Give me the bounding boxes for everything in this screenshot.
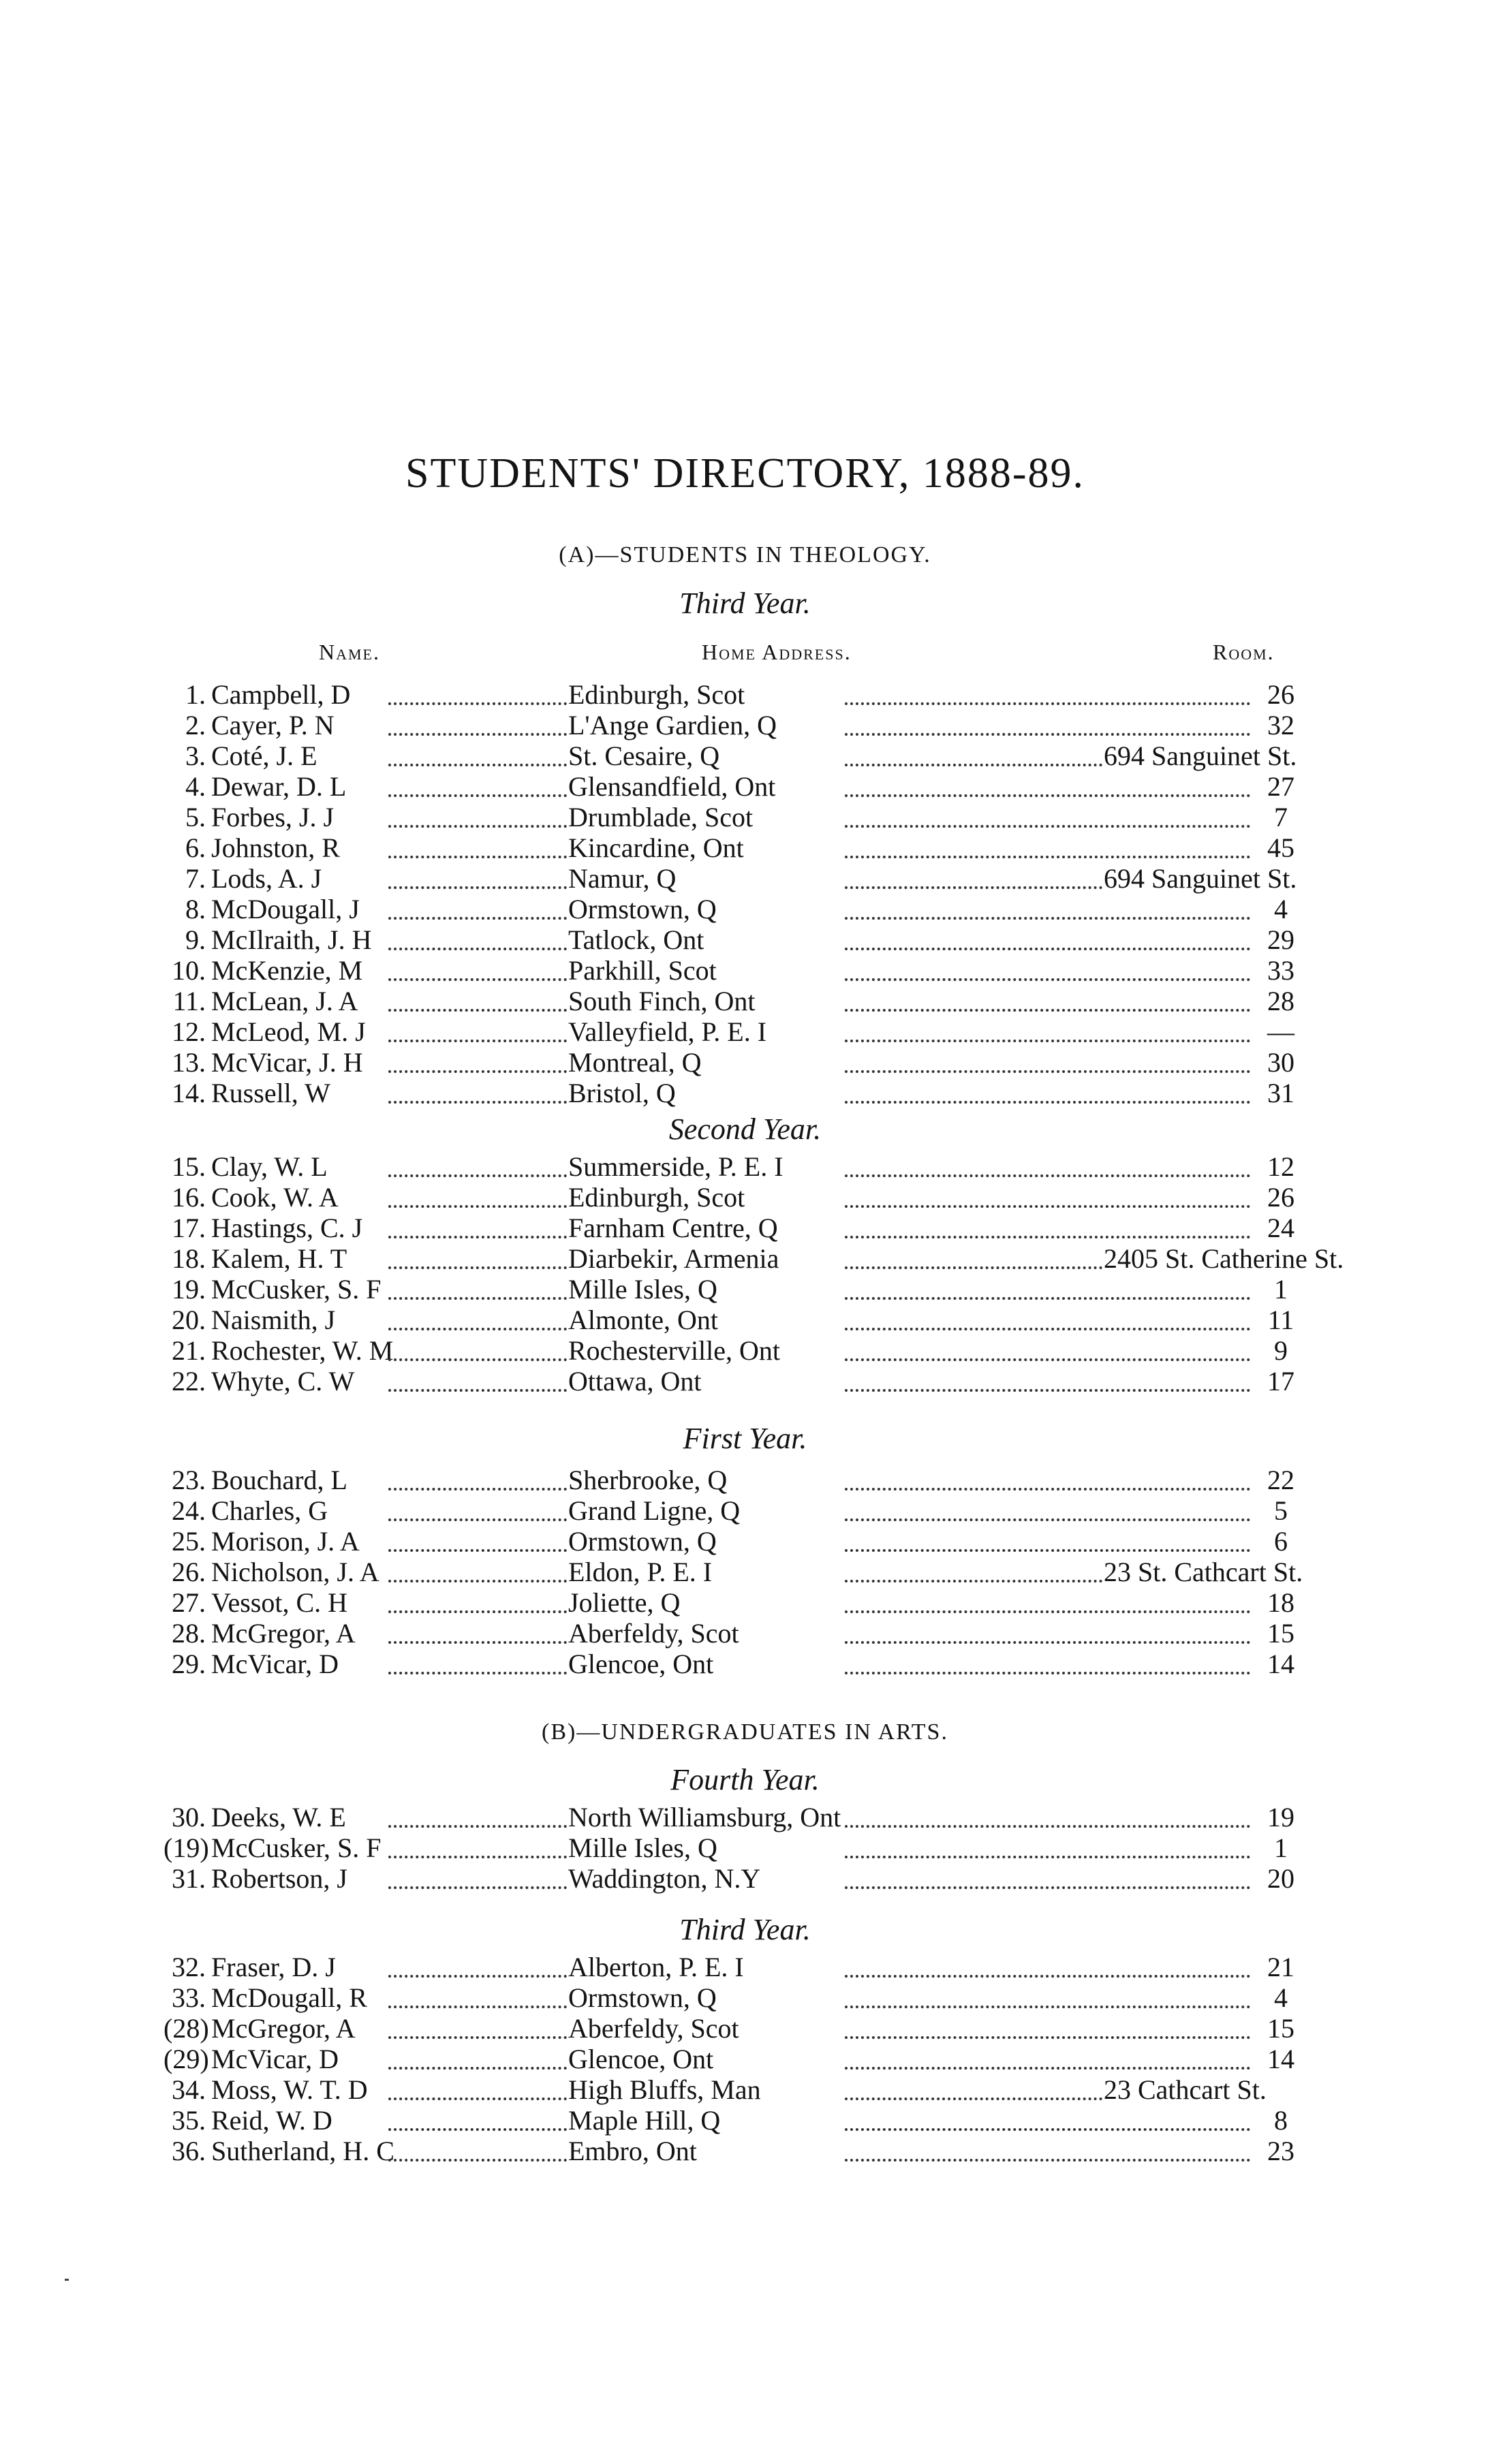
entry-number: 11. <box>172 986 206 1016</box>
room-number: 45 <box>1267 832 1294 863</box>
student-name: Rochester, W. M <box>211 1335 394 1366</box>
home-address: Rochesterville, Ont <box>568 1335 781 1366</box>
entry-number: 22. <box>172 1366 206 1397</box>
dot-leader <box>845 1174 1250 1177</box>
directory-row <box>164 1274 1308 1305</box>
home-address: Farnham Centre, Q <box>568 1213 778 1243</box>
dot-leader <box>388 1610 567 1613</box>
directory-row <box>164 863 1308 894</box>
dot-leader <box>845 1641 1250 1644</box>
student-name: McKenzie, M <box>211 955 363 986</box>
dot-leader <box>845 1518 1250 1521</box>
column-header-address: Home Address. <box>702 640 852 664</box>
home-address: Drumblade, Scot <box>568 802 754 832</box>
home-address: Montreal, Q <box>568 1047 702 1078</box>
dot-leader <box>388 733 567 736</box>
student-name: Bouchard, L <box>211 1465 347 1495</box>
dot-leader <box>388 917 567 920</box>
student-name: Clay, W. L <box>211 1151 328 1182</box>
entry-number: 23. <box>172 1465 206 1495</box>
directory-row <box>164 2074 1308 2106</box>
directory-row <box>164 1151 1308 1183</box>
directory-row <box>164 1213 1308 1244</box>
room-number: 4 <box>1274 894 1288 924</box>
dot-leader <box>388 702 567 705</box>
student-name: Charles, G <box>211 1495 328 1526</box>
dot-leader <box>845 1205 1250 1208</box>
dot-leader <box>845 2006 1250 2008</box>
home-address: South Finch, Ont <box>568 986 756 1016</box>
home-address: Embro, Ont <box>568 2136 697 2166</box>
dot-leader <box>388 2128 567 2131</box>
dot-leader <box>845 2128 1250 2131</box>
room-number: 14 <box>1267 2044 1294 2074</box>
room-number: 15 <box>1267 2013 1294 2044</box>
home-address: Glensandfield, Ont <box>568 771 776 802</box>
home-address: High Bluffs, Man <box>568 2074 761 2105</box>
room-number: 24 <box>1267 1213 1294 1243</box>
room-number: 26 <box>1267 679 1294 710</box>
directory-row <box>164 924 1308 956</box>
dot-leader <box>845 1856 1250 1858</box>
student-name: Whyte, C. W <box>211 1366 355 1397</box>
room-number: 1 <box>1274 1833 1288 1863</box>
dot-leader <box>388 1580 567 1582</box>
student-name: Robertson, J <box>211 1863 347 1894</box>
dot-leader <box>845 733 1250 736</box>
entry-number: 36. <box>172 2136 206 2166</box>
dot-leader <box>845 2067 1250 2070</box>
dot-leader <box>845 1610 1250 1613</box>
year-heading-theology-first: First Year. <box>683 1422 807 1455</box>
directory-row <box>164 1305 1308 1336</box>
room-number: 6 <box>1274 1526 1288 1557</box>
room-number: 8 <box>1274 2105 1288 2136</box>
room-number: 26 <box>1267 1182 1294 1213</box>
dot-leader <box>388 856 567 858</box>
home-address: Tatlock, Ont <box>568 924 704 955</box>
home-address: Eldon, P. E. I <box>568 1557 713 1587</box>
dot-leader <box>388 825 567 828</box>
room-number: 19 <box>1267 1802 1294 1833</box>
student-name: McGregor, A <box>211 1618 356 1649</box>
home-address: Waddington, N.Y <box>568 1863 761 1894</box>
directory-row <box>164 832 1308 864</box>
dot-leader <box>388 1641 567 1644</box>
entry-number: 32. <box>172 1952 206 1982</box>
city-address: 23 Cathcart St. <box>1104 2074 1267 2105</box>
student-name: McGregor, A <box>211 2013 356 2044</box>
directory-row <box>164 1182 1308 1213</box>
dot-leader <box>388 1518 567 1521</box>
dot-leader <box>388 1389 567 1392</box>
home-address: Ormstown, Q <box>568 894 717 924</box>
dot-leader <box>388 1975 567 1978</box>
student-name: McIlraith, J. H <box>211 924 372 955</box>
dot-leader <box>388 1328 567 1330</box>
entry-number: 28. <box>172 1618 206 1649</box>
dot-leader <box>845 948 1250 950</box>
room-number: 1 <box>1274 1274 1288 1305</box>
home-address: Aberfeldy, Scot <box>568 1618 739 1649</box>
room-number: 31 <box>1267 1078 1294 1108</box>
entry-number: 21. <box>172 1335 206 1366</box>
room-number: 21 <box>1267 1952 1294 1982</box>
room-number: 22 <box>1267 1465 1294 1495</box>
room-number: 33 <box>1267 955 1294 986</box>
room-number: 9 <box>1274 1335 1288 1366</box>
room-number: 4 <box>1274 1982 1288 2013</box>
directory-row <box>164 1495 1308 1527</box>
entry-number: 19. <box>172 1274 206 1305</box>
directory-row <box>164 1952 1308 1983</box>
dot-leader <box>388 1856 567 1858</box>
student-name: Campbell, D <box>211 679 351 710</box>
room-number: 14 <box>1267 1649 1294 1679</box>
room-number: 28 <box>1267 986 1294 1016</box>
entry-number: 6. <box>185 832 206 863</box>
dot-leader <box>388 1070 567 1073</box>
directory-row <box>164 2013 1308 2044</box>
room-number: 7 <box>1274 802 1288 832</box>
home-address: Glencoe, Ont <box>568 2044 714 2074</box>
entry-number: (28) <box>164 2013 209 2044</box>
student-name: McLean, J. A <box>211 986 358 1016</box>
directory-row <box>164 986 1308 1017</box>
home-address: Mille Isles, Q <box>568 1833 717 1863</box>
directory-row <box>164 1557 1308 1588</box>
dot-leader <box>845 1825 1250 1828</box>
entry-number: 5. <box>185 802 206 832</box>
home-address: Ormstown, Q <box>568 1526 717 1557</box>
entry-number: 26. <box>172 1557 206 1587</box>
entry-number: 35. <box>172 2105 206 2136</box>
directory-row <box>164 740 1308 772</box>
directory-row <box>164 1587 1308 1619</box>
entry-number: 27. <box>172 1587 206 1618</box>
year-heading-arts-third: Third Year. <box>679 1913 811 1946</box>
home-address: Summerside, P. E. I <box>568 1151 783 1182</box>
entry-number: 16. <box>172 1182 206 1213</box>
room-number: 29 <box>1267 924 1294 955</box>
home-address: L'Ange Gardien, Q <box>568 710 777 740</box>
home-address: Alberton, P. E. I <box>568 1952 744 1982</box>
city-address: 694 Sanguinet St. <box>1104 863 1297 894</box>
home-address: St. Cesaire, Q <box>568 740 720 771</box>
student-name: Hastings, C. J <box>211 1213 363 1243</box>
section-heading-arts: (B)—UNDERGRADUATES IN ARTS. <box>542 1719 948 1745</box>
home-address: Ottawa, Ont <box>568 1366 702 1397</box>
dot-leader <box>845 1009 1250 1012</box>
entry-number: 33. <box>172 1982 206 2013</box>
directory-row <box>164 894 1308 925</box>
dot-leader <box>388 2067 567 2070</box>
room-number: — <box>1267 1016 1294 1047</box>
dot-leader <box>845 1236 1250 1238</box>
entry-number: 30. <box>172 1802 206 1833</box>
dot-leader <box>388 1886 567 1889</box>
home-address: Kincardine, Ont <box>568 832 744 863</box>
dot-leader <box>388 1205 567 1208</box>
dot-leader <box>845 794 1250 797</box>
column-header-name: Name. <box>319 640 380 664</box>
home-address: Almonte, Ont <box>568 1305 718 1335</box>
student-name: Kalem, H. T <box>211 1243 347 1274</box>
entry-number: 4. <box>185 771 206 802</box>
year-heading-arts-fourth: Fourth Year. <box>670 1763 820 1796</box>
student-name: Vessot, C. H <box>211 1587 348 1618</box>
city-address: 2405 St. Catherine St. <box>1104 1243 1344 1274</box>
year-heading-theology-third: Third Year. <box>679 587 811 620</box>
room-number: 27 <box>1267 771 1294 802</box>
student-name: Morison, J. A <box>211 1526 360 1557</box>
home-address: Maple Hill, Q <box>568 2105 721 2136</box>
directory-row <box>164 1335 1308 1367</box>
room-number: 23 <box>1267 2136 1294 2166</box>
dot-leader <box>845 1297 1250 1300</box>
dot-leader <box>388 948 567 950</box>
entry-number: 9. <box>185 924 206 955</box>
directory-row <box>164 2105 1308 2136</box>
entry-number: (19) <box>164 1833 209 1863</box>
student-name: McDougall, R <box>211 1982 367 2013</box>
home-address: Namur, Q <box>568 863 677 894</box>
directory-row <box>164 1465 1308 1496</box>
dot-leader <box>845 2036 1250 2039</box>
home-address: North Williamsburg, Ont <box>568 1802 841 1833</box>
student-name: McVicar, J. H <box>211 1047 363 1078</box>
student-name: McVicar, D <box>211 2044 339 2074</box>
dot-leader <box>845 1975 1250 1978</box>
dot-leader <box>388 1174 567 1177</box>
student-name: Johnston, R <box>211 832 340 863</box>
entry-number: 15. <box>172 1151 206 1182</box>
dot-leader <box>388 886 567 889</box>
home-address: Joliette, Q <box>568 1587 681 1618</box>
dot-leader <box>388 2036 567 2039</box>
entry-number: 12. <box>172 1016 206 1047</box>
directory-row <box>164 1078 1308 1109</box>
room-number: 18 <box>1267 1587 1294 1618</box>
dot-leader <box>845 2097 1102 2100</box>
room-number: 20 <box>1267 1863 1294 1894</box>
entry-number: 31. <box>172 1863 206 1894</box>
student-name: McDougall, J <box>211 894 360 924</box>
home-address: Ormstown, Q <box>568 1982 717 2013</box>
student-name: Cayer, P. N <box>211 710 335 740</box>
home-address: Valleyfield, P. E. I <box>568 1016 767 1047</box>
dot-leader <box>388 2097 567 2100</box>
column-header-room: Room. <box>1213 640 1275 664</box>
student-name: Cook, W. A <box>211 1182 339 1213</box>
directory-row <box>164 1982 1308 2014</box>
city-address: 694 Sanguinet St. <box>1104 740 1297 771</box>
home-address: Edinburgh, Scot <box>568 679 745 710</box>
student-name: Dewar, D. L <box>211 771 347 802</box>
year-heading-theology-second: Second Year. <box>668 1112 822 1146</box>
home-address: Parkhill, Scot <box>568 955 717 986</box>
directory-row <box>164 1863 1308 1894</box>
room-number: 32 <box>1267 710 1294 740</box>
student-name: McLeod, M. J <box>211 1016 366 1047</box>
dot-leader <box>845 978 1250 981</box>
student-name: Deeks, W. E <box>211 1802 346 1833</box>
home-address: Glencoe, Ont <box>568 1649 714 1679</box>
dot-leader <box>388 1266 567 1269</box>
directory-row <box>164 1649 1308 1680</box>
room-number: 17 <box>1267 1366 1294 1397</box>
dot-leader <box>845 1886 1250 1889</box>
dot-leader <box>388 764 567 766</box>
directory-row <box>164 679 1308 711</box>
entry-number: 14. <box>172 1078 206 1108</box>
dot-leader <box>845 856 1250 858</box>
entry-number: 17. <box>172 1213 206 1243</box>
student-name: Moss, W. T. D <box>211 2074 368 2105</box>
dot-leader <box>845 1549 1250 1552</box>
entry-number: 2. <box>185 710 206 740</box>
dot-leader <box>388 794 567 797</box>
directory-row <box>164 1802 1308 1833</box>
student-name: Coté, J. E <box>211 740 317 771</box>
dot-leader <box>388 1040 567 1042</box>
student-name: Sutherland, H. C <box>211 2136 394 2166</box>
dot-leader <box>388 2006 567 2008</box>
dot-leader <box>845 1040 1250 1042</box>
student-name: Lods, A. J <box>211 863 322 894</box>
student-name: McCusker, S. F <box>211 1274 382 1305</box>
dot-leader <box>845 702 1250 705</box>
directory-row <box>164 1618 1308 1649</box>
home-address: Bristol, Q <box>568 1078 676 1108</box>
entry-number: 1. <box>185 679 206 710</box>
student-name: Nicholson, J. A <box>211 1557 379 1587</box>
directory-row <box>164 955 1308 986</box>
student-name: McVicar, D <box>211 1649 339 1679</box>
dot-leader <box>845 2159 1250 2162</box>
directory-row <box>164 1833 1308 1864</box>
room-number: 11 <box>1267 1305 1294 1335</box>
entry-number: 18. <box>172 1243 206 1274</box>
page-speck <box>65 2279 69 2281</box>
dot-leader <box>388 978 567 981</box>
dot-leader <box>388 1236 567 1238</box>
entry-number: 24. <box>172 1495 206 1526</box>
dot-leader <box>845 1266 1102 1269</box>
home-address: Edinburgh, Scot <box>568 1182 745 1213</box>
home-address: Mille Isles, Q <box>568 1274 717 1305</box>
directory-row <box>164 1047 1308 1078</box>
entry-number: (29) <box>164 2044 209 2074</box>
home-address: Grand Ligne, Q <box>568 1495 741 1526</box>
entry-number: 10. <box>172 955 206 986</box>
page-title: STUDENTS' DIRECTORY, 1888-89. <box>405 450 1085 497</box>
dot-leader <box>388 1672 567 1674</box>
dot-leader <box>388 1358 567 1361</box>
entry-number: 25. <box>172 1526 206 1557</box>
student-name: Russell, W <box>211 1078 330 1108</box>
dot-leader <box>845 764 1102 766</box>
dot-leader <box>388 1009 567 1012</box>
room-number: 30 <box>1267 1047 1294 1078</box>
dot-leader <box>388 1101 567 1104</box>
dot-leader <box>845 1488 1250 1491</box>
student-name: Naismith, J <box>211 1305 336 1335</box>
dot-leader <box>388 1825 567 1828</box>
dot-leader <box>845 825 1250 828</box>
dot-leader <box>388 1297 567 1300</box>
dot-leader <box>845 1389 1250 1392</box>
directory-row <box>164 1526 1308 1557</box>
home-address: Sherbrooke, Q <box>568 1465 728 1495</box>
entry-number: 13. <box>172 1047 206 1078</box>
student-name: Forbes, J. J <box>211 802 335 832</box>
dot-leader <box>845 1328 1250 1330</box>
entry-number: 7. <box>185 863 206 894</box>
dot-leader <box>845 1070 1250 1073</box>
dot-leader <box>845 1580 1102 1582</box>
entry-number: 8. <box>185 894 206 924</box>
entry-number: 3. <box>185 740 206 771</box>
directory-row <box>164 771 1308 802</box>
student-name: Reid, W. D <box>211 2105 332 2136</box>
directory-row <box>164 1243 1344 1275</box>
dot-leader <box>845 917 1250 920</box>
directory-row <box>164 710 1308 741</box>
dot-leader <box>388 2159 567 2162</box>
home-address: Aberfeldy, Scot <box>568 2013 739 2044</box>
entry-number: 20. <box>172 1305 206 1335</box>
entry-number: 29. <box>172 1649 206 1679</box>
dot-leader <box>845 1101 1250 1104</box>
dot-leader <box>845 886 1102 889</box>
room-number: 15 <box>1267 1618 1294 1649</box>
dot-leader <box>388 1488 567 1491</box>
dot-leader <box>388 1549 567 1552</box>
dot-leader <box>845 1672 1250 1674</box>
directory-row <box>164 2044 1308 2075</box>
directory-row <box>164 2136 1308 2167</box>
student-name: Fraser, D. J <box>211 1952 336 1982</box>
directory-row <box>164 1366 1308 1397</box>
city-address: 23 St. Cathcart St. <box>1104 1557 1303 1587</box>
room-number: 12 <box>1267 1151 1294 1182</box>
section-heading-theology: (A)—STUDENTS IN THEOLOGY. <box>559 542 931 567</box>
room-number: 5 <box>1274 1495 1288 1526</box>
home-address: Diarbekir, Armenia <box>568 1243 779 1274</box>
dot-leader <box>845 1358 1250 1361</box>
directory-row <box>164 802 1308 833</box>
directory-row <box>164 1016 1308 1048</box>
student-name: McCusker, S. F <box>211 1833 382 1863</box>
entry-number: 34. <box>172 2074 206 2105</box>
